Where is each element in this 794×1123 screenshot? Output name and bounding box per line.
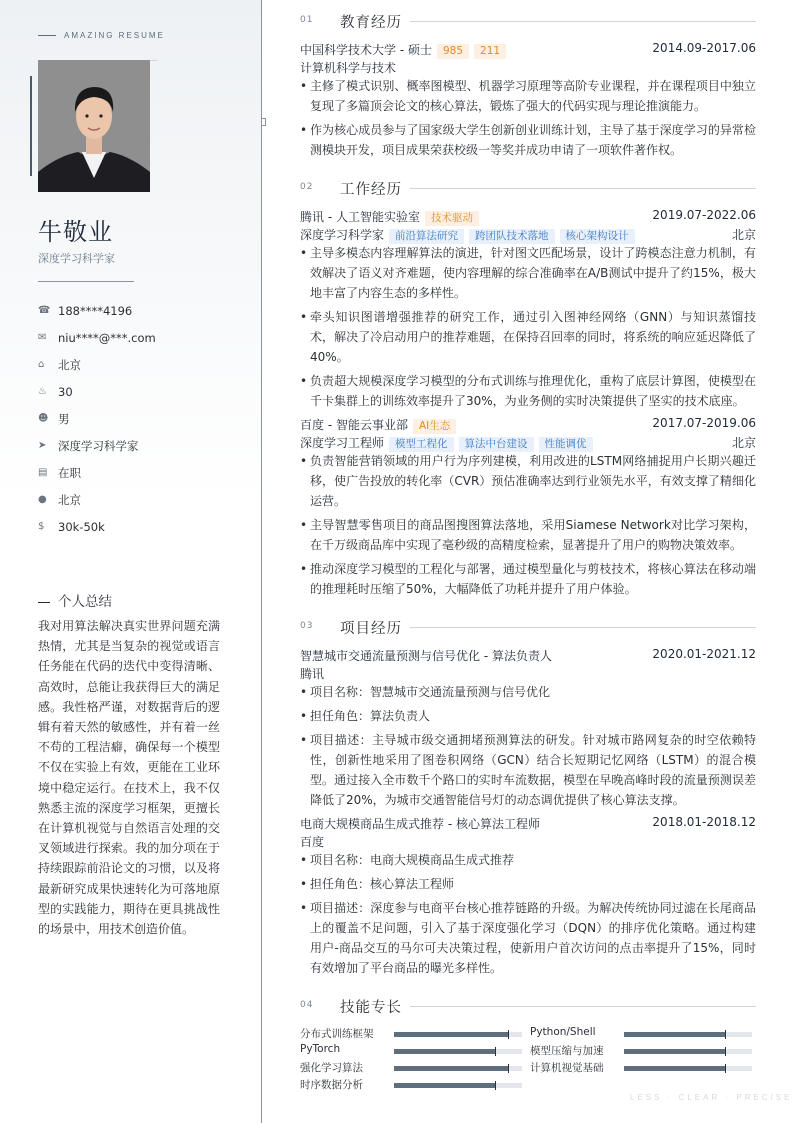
- send-icon: ➤: [38, 440, 47, 451]
- cake-icon: ♨: [38, 386, 47, 397]
- work-tag: 跨团队技术落地: [469, 229, 555, 244]
- work-tag: 算法中台建设: [459, 437, 534, 452]
- bullet-item: • 担任角色：算法负责人: [300, 706, 756, 726]
- project-bullets: [300, 682, 756, 814]
- bullet-item: • 作为核心成员参与了国家级大学生创新创业训练计划，主导了基于深度学习的异常检测模块开发，项目成果荣获校级一等奖并成功申请了一项软件著作权。: [300, 120, 756, 160]
- project-bullets: [300, 850, 756, 982]
- section-title: 教育经历: [340, 11, 410, 32]
- section-number: 04: [300, 1000, 314, 1010]
- bullet-item: • 主导多模态内容理解算法的演进，针对图文匹配场景，设计了跨模态注意力机制，有效解决了语义对齐难题，使内容理解的综合准确率在A/B测试中提升了约15%，极大地丰富了内容生态的多样性。: [300, 243, 756, 303]
- info-age-text: 30: [58, 384, 73, 399]
- education-major: 计算机科学与技术: [300, 61, 397, 75]
- project-date: 2020.01-2021.12: [652, 647, 756, 661]
- skill-name: 强化学习算法: [300, 1062, 363, 1074]
- info-phone-text: 188****4196: [58, 303, 133, 318]
- skill-fill: [394, 1066, 509, 1071]
- skill-bar: [394, 1083, 522, 1088]
- profile-name: 牛敬业: [38, 218, 113, 246]
- skill-fill: [394, 1049, 496, 1054]
- skill-item: [300, 1060, 528, 1077]
- info-city-text: 北京: [58, 357, 81, 372]
- skill-fill: [624, 1049, 726, 1054]
- skill-name: 时序数据分析: [300, 1079, 363, 1091]
- skill-name: 模型压缩与加速: [530, 1045, 604, 1057]
- work-title-row: [300, 434, 756, 452]
- skill-bar: [624, 1032, 752, 1037]
- briefcase-icon: ▤: [38, 467, 48, 478]
- section-work: [300, 178, 756, 198]
- skill-bar: [394, 1049, 522, 1054]
- info-salary-text: 30k-50k: [58, 519, 105, 534]
- skill-name: 分布式训练框架: [300, 1028, 374, 1040]
- skill-bar: [394, 1032, 522, 1037]
- section-title: 技能专长: [340, 996, 410, 1017]
- project-head: [300, 815, 756, 832]
- section-number: 03: [300, 621, 314, 631]
- skill-item: [300, 1043, 528, 1060]
- skill-item: [530, 1060, 758, 1077]
- project-org: 腾讯: [300, 667, 325, 681]
- education-badge: 985: [437, 44, 469, 59]
- divider-marker: [262, 118, 266, 126]
- watermark: LESS · CLEAR · PRECISE: [630, 1093, 793, 1102]
- work-title: 深度学习工程师: [300, 436, 385, 450]
- skill-fill: [394, 1032, 509, 1037]
- skill-tick: [725, 1064, 726, 1073]
- summary-title: 个人总结: [38, 590, 112, 610]
- project-date: 2018.01-2018.12: [652, 815, 756, 829]
- sidebar-rule: [38, 281, 134, 282]
- skill-tick: [508, 1064, 509, 1073]
- work-tag: 性能调优: [539, 437, 593, 452]
- info-gender-text: 男: [58, 411, 70, 426]
- skill-name: PyTorch: [300, 1043, 341, 1055]
- bullet-item: • 项目描述：深度参与电商平台核心推荐链路的升级。为解决传统协同过滤在长尾商品上的覆盖不足问题，引入了基于深度强化学习（DQN）的排序优化策略。通过构建用户-商品交互的马尔可夫决策过程，使新用户首次访问的点击率提升了15%，同时有效增加了平台商品的曝光多样性。: [300, 898, 756, 978]
- company-badge: 技术驱动: [425, 211, 479, 226]
- work-date: 2019.07-2022.06: [652, 208, 756, 222]
- info-target-role-text: 深度学习科学家: [58, 438, 139, 453]
- info-email: [38, 324, 248, 351]
- bullet-item: • 担任角色：核心算法工程师: [300, 874, 756, 894]
- work-bullets: [300, 451, 756, 603]
- profile-role: 深度学习科学家: [38, 252, 115, 265]
- info-city: [38, 351, 248, 378]
- home-icon: ⌂: [38, 359, 45, 370]
- education-school: 中国科学技术大学 - 硕士: [300, 43, 432, 57]
- info-salary: [38, 513, 248, 540]
- skill-tick: [725, 1030, 726, 1039]
- info-gender: [38, 405, 248, 432]
- skill-item: [300, 1026, 528, 1043]
- section-title: 工作经历: [340, 178, 410, 199]
- bullet-item: • 推动深度学习模型的工程化与部署，通过模型量化与剪枝技术，将核心算法在移动端的推理耗时压缩了50%，大幅降低了功耗并提升了用户体验。: [300, 559, 756, 599]
- column-divider: [261, 0, 262, 1123]
- info-status-text: 在职: [58, 465, 81, 480]
- work-location: 北京: [731, 228, 756, 242]
- skill-fill: [624, 1066, 726, 1071]
- work-head: [300, 416, 756, 434]
- bullet-item: • 主导智慧零售项目的商品图搜图算法落地，采用Siamese Network对比学习架构，在千万级商品库中实现了毫秒级的高精度检索，显著提升了用户的购物决策效率。: [300, 515, 756, 555]
- skill-bar: [394, 1066, 522, 1071]
- skill-tick: [495, 1047, 496, 1056]
- skill-fill: [624, 1032, 726, 1037]
- mail-icon: ✉: [38, 332, 47, 343]
- bullet-item: • 主修了模式识别、概率图模型、机器学习原理等高阶专业课程，并在课程项目中独立复现了多篇顶会论文的核心算法，锻炼了强大的代码实现与理论推演能力。: [300, 76, 756, 116]
- work-date: 2017.07-2019.06: [652, 416, 756, 430]
- work-head: [300, 208, 756, 226]
- work-tag: 核心架构设计: [560, 229, 635, 244]
- face-icon: ☻: [38, 413, 49, 424]
- skill-item: [530, 1043, 758, 1060]
- section-number: 02: [300, 182, 314, 192]
- education-head: [300, 41, 756, 59]
- skill-tick: [495, 1081, 496, 1090]
- project-org: 百度: [300, 835, 325, 849]
- section-projects: [300, 617, 756, 637]
- phone-icon: ☎: [38, 305, 51, 316]
- work-company: 腾讯 - 人工智能实验室: [300, 210, 420, 224]
- info-status: [38, 459, 248, 486]
- work-title: 深度学习科学家: [300, 228, 385, 242]
- skill-fill: [394, 1083, 496, 1088]
- work-tag: 模型工程化: [389, 437, 454, 452]
- photo-accent-bar: [30, 76, 32, 176]
- bullet-item: • 负责智能营销领域的用户行为序列建模，利用改进的LSTM网络捕捉用户长期兴趣迁移，使广告投放的转化率（CVR）预估准确率达到行业领先水平，有效支撑了精细化运营。: [300, 451, 756, 511]
- work-company: 百度 - 智能云事业部: [300, 418, 408, 432]
- info-phone: [38, 297, 248, 324]
- skill-name: 计算机视觉基础: [530, 1062, 604, 1074]
- skill-item: [530, 1026, 758, 1043]
- info-location-text: 北京: [58, 492, 81, 507]
- work-tag: 前沿算法研究: [389, 229, 464, 244]
- bullet-item: • 项目描述：主导城市级交通拥堵预测算法的研发。针对城市路网复杂的时空依赖特性，创新性地采用了图卷积网络（GCN）结合长短期记忆网络（LSTM）的混合模型。通过接入全市数千个路口的实时车流数据，模型在早晚高峰时段的流量预测误差降低了20%，为城市交通智能信号灯的动态调优提供了核心算法支撑。: [300, 730, 756, 810]
- skill-tick: [725, 1047, 726, 1056]
- bullet-item: • 负责超大规模深度学习模型的分布式训练与推理优化，重构了底层计算图，使模型在千卡集群上的训练效率提升了30%，为业务侧的实时决策提供了坚实的技术底座。: [300, 371, 756, 411]
- section-skills: [300, 996, 756, 1016]
- skill-bar: [624, 1066, 752, 1071]
- education-bullets: [300, 76, 756, 164]
- bullet-item: • 项目名称：电商大规模商品生成式推荐: [300, 850, 756, 870]
- skill-item: [300, 1077, 528, 1094]
- company-badge: AI生态: [413, 419, 456, 434]
- info-target-role: [38, 432, 248, 459]
- section-title: 项目经历: [340, 617, 410, 638]
- skill-tick: [508, 1030, 509, 1039]
- bullet-item: • 牵头知识图谱增强推荐的研究工作，通过引入图神经网络（GNN）与知识蒸馏技术，解决了冷启动用户的推荐难题，在保持召回率的同时，将系统的响应延迟降低了40%。: [300, 307, 756, 367]
- project-head: [300, 647, 756, 664]
- avatar: [38, 60, 150, 192]
- section-number: 01: [300, 15, 314, 25]
- info-age: [38, 378, 248, 405]
- education-badge: 211: [474, 44, 506, 59]
- info-email-text: niu****@***.com: [58, 330, 156, 345]
- work-title-row: [300, 226, 756, 244]
- bullet-item: • 项目名称：智慧城市交通流量预测与信号优化: [300, 682, 756, 702]
- work-location: 北京: [731, 436, 756, 450]
- salary-icon: $: [38, 521, 45, 532]
- work-bullets: [300, 243, 756, 415]
- project-name: 智慧城市交通流量预测与信号优化 - 算法负责人: [300, 649, 552, 663]
- contact-info: [38, 297, 248, 540]
- education-date: 2014.09-2017.06: [652, 41, 756, 55]
- project-name: 电商大规模商品生成式推荐 - 核心算法工程师: [300, 817, 540, 831]
- summary-text: 我对用算法解决真实世界问题充满热情，尤其是当复杂的视觉或语言任务能在代码的迭代中变得清晰、高效时，总能让我获得巨大的满足感。我性格严谨，对数据背后的逻辑有着天然的敏感性，并有着一丝不苟的工程洁癖，确保每一个模型不仅在实验上有效，更能在工业环境中稳定运行。在技术上，我不仅熟悉主流的深度学习框架，更擅长在计算机视觉与自然语言处理的交叉领域进行探索。我的加分项在于持续跟踪前沿论文的习惯，以及将最新研究成果快速转化为可落地原型的实践能力，期待在更具挑战性的场景中，用技术创造价值。: [38, 619, 220, 937]
- skill-name: Python/Shell: [530, 1026, 596, 1038]
- location-icon: ●: [38, 494, 47, 505]
- brand-label: AMAZING RESUME: [38, 31, 165, 40]
- skill-bar: [624, 1049, 752, 1054]
- section-education: [300, 11, 756, 31]
- info-location: [38, 486, 248, 513]
